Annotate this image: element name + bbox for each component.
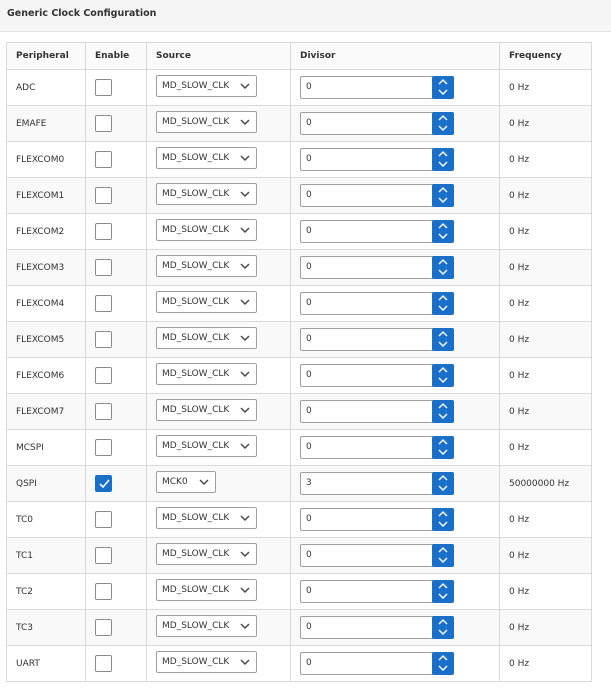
- source-dropdown-value: MD_SLOW_CLK: [162, 513, 230, 523]
- frequency-cell: 0 Hz: [500, 70, 592, 106]
- divisor-spinner[interactable]: [300, 76, 454, 99]
- divisor-spinner[interactable]: [300, 256, 454, 279]
- peripheral-cell: FLEXCOM2: [7, 214, 86, 250]
- chevron-down-icon: [240, 298, 250, 306]
- spinner-buttons[interactable]: [432, 184, 454, 207]
- source-cell: [147, 502, 291, 538]
- chevron-down-icon: [240, 658, 250, 666]
- chevron-up-icon[interactable]: [438, 403, 448, 409]
- chevron-down-icon: [240, 622, 250, 630]
- peripheral-cell: FLEXCOM5: [7, 322, 86, 358]
- frequency-cell: 0 Hz: [500, 142, 592, 178]
- table-row: [7, 646, 592, 682]
- source-cell: [147, 358, 291, 394]
- spinner-buttons[interactable]: [432, 292, 454, 315]
- source-cell: [147, 106, 291, 142]
- source-dropdown-value: MD_SLOW_CLK: [162, 441, 230, 451]
- divisor-cell: [291, 214, 500, 250]
- source-dropdown-value: MD_SLOW_CLK: [162, 261, 230, 271]
- chevron-up-icon[interactable]: [438, 475, 448, 481]
- source-cell: [147, 574, 291, 610]
- enable-cell: [86, 502, 147, 538]
- source-cell: [147, 286, 291, 322]
- table-header-row: [7, 43, 592, 70]
- divisor-value[interactable]: 0: [306, 622, 312, 632]
- enable-checkbox[interactable]: [95, 403, 112, 420]
- divisor-value[interactable]: 0: [306, 658, 312, 668]
- spinner-buttons[interactable]: [432, 580, 454, 603]
- source-cell: [147, 646, 291, 682]
- peripheral-cell: TC1: [7, 538, 86, 574]
- source-dropdown[interactable]: [156, 399, 257, 421]
- spinner-buttons[interactable]: [432, 76, 454, 99]
- enable-cell: [86, 286, 147, 322]
- chevron-down-icon[interactable]: [438, 665, 448, 671]
- spinner-buttons[interactable]: [432, 544, 454, 567]
- source-dropdown[interactable]: [156, 291, 257, 313]
- frequency-cell: 0 Hz: [500, 214, 592, 250]
- chevron-down-icon[interactable]: [438, 305, 448, 311]
- divisor-spinner[interactable]: [300, 652, 454, 675]
- chevron-down-icon: [240, 370, 250, 378]
- divisor-spinner[interactable]: [300, 220, 454, 243]
- divisor-cell: [291, 430, 500, 466]
- source-cell: [147, 466, 291, 502]
- spinner-buttons[interactable]: [432, 112, 454, 135]
- chevron-down-icon: [240, 406, 250, 414]
- spinner-buttons[interactable]: [432, 616, 454, 639]
- divisor-spinner[interactable]: [300, 508, 454, 531]
- enable-cell: [86, 394, 147, 430]
- source-dropdown-value: MD_SLOW_CLK: [162, 405, 230, 415]
- source-dropdown-value: MD_SLOW_CLK: [162, 225, 230, 235]
- chevron-down-icon[interactable]: [438, 377, 448, 383]
- enable-cell: [86, 646, 147, 682]
- source-dropdown-value: MD_SLOW_CLK: [162, 585, 230, 595]
- divisor-cell: [291, 178, 500, 214]
- chevron-up-icon[interactable]: [438, 259, 448, 265]
- chevron-up-icon[interactable]: [438, 331, 448, 337]
- chevron-up-icon[interactable]: [438, 223, 448, 229]
- chevron-down-icon: [240, 514, 250, 522]
- enable-checkbox[interactable]: [95, 547, 112, 564]
- divisor-cell: [291, 250, 500, 286]
- frequency-cell: 50000000 Hz: [500, 466, 592, 502]
- divisor-spinner[interactable]: [300, 400, 454, 423]
- source-cell: [147, 70, 291, 106]
- divisor-spinner[interactable]: [300, 472, 454, 495]
- divisor-cell: [291, 394, 500, 430]
- source-dropdown[interactable]: [156, 507, 257, 529]
- enable-cell: [86, 574, 147, 610]
- divisor-value[interactable]: 0: [306, 334, 312, 344]
- divisor-cell: [291, 610, 500, 646]
- divisor-cell: [291, 142, 500, 178]
- panel-header: [0, 0, 611, 32]
- peripheral-cell: FLEXCOM1: [7, 178, 86, 214]
- divisor-cell: [291, 286, 500, 322]
- source-cell: [147, 538, 291, 574]
- spinner-buttons[interactable]: [432, 508, 454, 531]
- chevron-up-icon[interactable]: [438, 115, 448, 121]
- source-dropdown[interactable]: [156, 255, 257, 277]
- peripheral-cell: TC2: [7, 574, 86, 610]
- chevron-down-icon: [240, 334, 250, 342]
- divisor-value[interactable]: 0: [306, 118, 312, 128]
- chevron-up-icon[interactable]: [438, 367, 448, 373]
- spinner-buttons[interactable]: [432, 400, 454, 423]
- divisor-spinner[interactable]: [300, 184, 454, 207]
- enable-cell: [86, 466, 147, 502]
- chevron-down-icon: [240, 226, 250, 234]
- source-cell: [147, 394, 291, 430]
- clock-config-table: [6, 42, 592, 682]
- source-dropdown[interactable]: [156, 471, 216, 493]
- frequency-cell: 0 Hz: [500, 358, 592, 394]
- source-dropdown-value: MD_SLOW_CLK: [162, 117, 230, 127]
- column-header-enable[interactable]: Enable: [86, 43, 147, 70]
- enable-cell: [86, 538, 147, 574]
- peripheral-cell: QSPI: [7, 466, 86, 502]
- chevron-down-icon[interactable]: [438, 197, 448, 203]
- spinner-buttons[interactable]: [432, 364, 454, 387]
- source-dropdown[interactable]: [156, 363, 257, 385]
- peripheral-cell: TC3: [7, 610, 86, 646]
- table-row: [7, 502, 592, 538]
- source-dropdown[interactable]: [156, 219, 257, 241]
- chevron-down-icon: [240, 262, 250, 270]
- source-dropdown[interactable]: [156, 435, 257, 457]
- divisor-value[interactable]: 0: [306, 514, 312, 524]
- enable-checkbox[interactable]: [95, 223, 112, 240]
- chevron-down-icon[interactable]: [438, 449, 448, 455]
- peripheral-cell: MCSPI: [7, 430, 86, 466]
- chevron-down-icon: [240, 154, 250, 162]
- divisor-cell: [291, 70, 500, 106]
- enable-cell: [86, 430, 147, 466]
- table-row: [7, 394, 592, 430]
- spinner-buttons[interactable]: [432, 148, 454, 171]
- source-dropdown-value: MD_SLOW_CLK: [162, 189, 230, 199]
- enable-checkbox[interactable]: [95, 583, 112, 600]
- peripheral-cell: EMAFE: [7, 106, 86, 142]
- enable-checkbox[interactable]: [95, 115, 112, 132]
- chevron-down-icon[interactable]: [438, 89, 448, 95]
- frequency-cell: 0 Hz: [500, 430, 592, 466]
- enable-cell: [86, 250, 147, 286]
- source-dropdown-value: MD_SLOW_CLK: [162, 333, 230, 343]
- enable-checkbox[interactable]: [95, 331, 112, 348]
- table-row: [7, 358, 592, 394]
- clock-config-grid: [6, 42, 591, 682]
- divisor-value[interactable]: 0: [306, 82, 312, 92]
- divisor-value[interactable]: 0: [306, 262, 312, 272]
- table-row: [7, 70, 592, 106]
- enable-checkbox[interactable]: [95, 619, 112, 636]
- enable-cell: [86, 178, 147, 214]
- enable-cell: [86, 322, 147, 358]
- table-row: [7, 430, 592, 466]
- divisor-value[interactable]: 0: [306, 406, 312, 416]
- chevron-up-icon[interactable]: [438, 439, 448, 445]
- chevron-down-icon: [240, 442, 250, 450]
- enable-cell: [86, 142, 147, 178]
- chevron-down-icon[interactable]: [438, 485, 448, 491]
- enable-checkbox[interactable]: [95, 187, 112, 204]
- peripheral-cell: FLEXCOM0: [7, 142, 86, 178]
- divisor-spinner[interactable]: [300, 292, 454, 315]
- peripheral-cell: ADC: [7, 70, 86, 106]
- chevron-down-icon[interactable]: [438, 593, 448, 599]
- chevron-down-icon: [240, 190, 250, 198]
- spinner-buttons[interactable]: [432, 652, 454, 675]
- source-cell: [147, 610, 291, 646]
- enable-checkbox[interactable]: [95, 439, 112, 456]
- divisor-value[interactable]: 0: [306, 226, 312, 236]
- table-row: [7, 142, 592, 178]
- enable-checkbox[interactable]: [95, 475, 112, 492]
- source-dropdown-value: MD_SLOW_CLK: [162, 81, 230, 91]
- frequency-cell: 0 Hz: [500, 502, 592, 538]
- column-header-divisor[interactable]: Divisor: [291, 43, 500, 70]
- divisor-value[interactable]: 0: [306, 298, 312, 308]
- divisor-cell: [291, 466, 500, 502]
- divisor-value[interactable]: 0: [306, 370, 312, 380]
- source-dropdown[interactable]: [156, 111, 257, 133]
- divisor-value[interactable]: 0: [306, 154, 312, 164]
- chevron-up-icon[interactable]: [438, 619, 448, 625]
- divisor-cell: [291, 502, 500, 538]
- source-dropdown[interactable]: [156, 543, 257, 565]
- source-dropdown[interactable]: [156, 75, 257, 97]
- chevron-down-icon: [240, 586, 250, 594]
- chevron-up-icon[interactable]: [438, 655, 448, 661]
- spinner-buttons[interactable]: [432, 220, 454, 243]
- source-cell: [147, 250, 291, 286]
- divisor-spinner[interactable]: [300, 616, 454, 639]
- enable-checkbox[interactable]: [95, 259, 112, 276]
- chevron-down-icon[interactable]: [438, 341, 448, 347]
- chevron-down-icon: [240, 82, 250, 90]
- spinner-buttons[interactable]: [432, 256, 454, 279]
- divisor-spinner[interactable]: [300, 580, 454, 603]
- divisor-spinner[interactable]: [300, 544, 454, 567]
- table-row: [7, 610, 592, 646]
- source-dropdown[interactable]: [156, 327, 257, 349]
- spinner-buttons[interactable]: [432, 472, 454, 495]
- column-header-peripheral[interactable]: Peripheral: [7, 43, 86, 70]
- chevron-down-icon: [199, 478, 209, 486]
- peripheral-cell: UART: [7, 646, 86, 682]
- peripheral-cell: FLEXCOM7: [7, 394, 86, 430]
- divisor-value[interactable]: 3: [306, 478, 312, 488]
- table-row: [7, 250, 592, 286]
- peripheral-cell: FLEXCOM3: [7, 250, 86, 286]
- frequency-cell: 0 Hz: [500, 106, 592, 142]
- check-icon: [98, 477, 111, 490]
- divisor-value[interactable]: 0: [306, 586, 312, 596]
- enable-checkbox[interactable]: [95, 295, 112, 312]
- source-dropdown-value: MCK0: [162, 477, 188, 487]
- peripheral-cell: FLEXCOM6: [7, 358, 86, 394]
- source-cell: [147, 322, 291, 358]
- source-dropdown[interactable]: [156, 147, 257, 169]
- peripheral-cell: TC0: [7, 502, 86, 538]
- chevron-up-icon[interactable]: [438, 151, 448, 157]
- frequency-cell: 0 Hz: [500, 322, 592, 358]
- divisor-cell: [291, 106, 500, 142]
- divisor-cell: [291, 322, 500, 358]
- frequency-cell: 0 Hz: [500, 178, 592, 214]
- enable-cell: [86, 610, 147, 646]
- source-dropdown[interactable]: [156, 183, 257, 205]
- enable-cell: [86, 70, 147, 106]
- frequency-cell: 0 Hz: [500, 250, 592, 286]
- source-cell: [147, 214, 291, 250]
- table-row: [7, 286, 592, 322]
- source-dropdown-value: MD_SLOW_CLK: [162, 153, 230, 163]
- chevron-down-icon[interactable]: [438, 413, 448, 419]
- chevron-down-icon[interactable]: [438, 161, 448, 167]
- divisor-spinner[interactable]: [300, 364, 454, 387]
- divisor-value[interactable]: 0: [306, 442, 312, 452]
- enable-checkbox[interactable]: [95, 79, 112, 96]
- source-cell: [147, 430, 291, 466]
- source-dropdown-value: MD_SLOW_CLK: [162, 657, 230, 667]
- table-row: [7, 322, 592, 358]
- divisor-spinner[interactable]: [300, 328, 454, 351]
- table-row: [7, 538, 592, 574]
- frequency-cell: 0 Hz: [500, 574, 592, 610]
- frequency-cell: 0 Hz: [500, 538, 592, 574]
- source-dropdown[interactable]: [156, 615, 257, 637]
- divisor-cell: [291, 574, 500, 610]
- chevron-down-icon[interactable]: [438, 521, 448, 527]
- source-cell: [147, 142, 291, 178]
- table-row: [7, 106, 592, 142]
- chevron-up-icon[interactable]: [438, 547, 448, 553]
- divisor-cell: [291, 538, 500, 574]
- enable-checkbox[interactable]: [95, 151, 112, 168]
- enable-cell: [86, 358, 147, 394]
- table-row: [7, 214, 592, 250]
- source-cell: [147, 178, 291, 214]
- table-row: [7, 574, 592, 610]
- source-dropdown-value: MD_SLOW_CLK: [162, 369, 230, 379]
- divisor-spinner[interactable]: [300, 112, 454, 135]
- divisor-spinner[interactable]: [300, 148, 454, 171]
- chevron-up-icon[interactable]: [438, 511, 448, 517]
- table-row: [7, 466, 592, 502]
- chevron-down-icon: [240, 550, 250, 558]
- chevron-down-icon[interactable]: [438, 629, 448, 635]
- frequency-cell: 0 Hz: [500, 286, 592, 322]
- divisor-cell: [291, 358, 500, 394]
- enable-checkbox[interactable]: [95, 367, 112, 384]
- source-dropdown-value: MD_SLOW_CLK: [162, 297, 230, 307]
- divisor-value[interactable]: 0: [306, 550, 312, 560]
- divisor-cell: [291, 646, 500, 682]
- source-dropdown[interactable]: [156, 651, 257, 673]
- chevron-up-icon[interactable]: [438, 583, 448, 589]
- enable-checkbox[interactable]: [95, 511, 112, 528]
- source-dropdown[interactable]: [156, 579, 257, 601]
- column-header-source[interactable]: Source: [147, 43, 291, 70]
- divisor-spinner[interactable]: [300, 436, 454, 459]
- frequency-cell: 0 Hz: [500, 610, 592, 646]
- frequency-cell: 0 Hz: [500, 394, 592, 430]
- chevron-down-icon[interactable]: [438, 125, 448, 131]
- peripheral-cell: FLEXCOM4: [7, 286, 86, 322]
- source-dropdown-value: MD_SLOW_CLK: [162, 549, 230, 559]
- chevron-down-icon: [240, 118, 250, 126]
- divisor-value[interactable]: 0: [306, 190, 312, 200]
- chevron-down-icon[interactable]: [438, 269, 448, 275]
- spinner-buttons[interactable]: [432, 436, 454, 459]
- page-title: Generic Clock Configuration: [7, 8, 157, 19]
- chevron-up-icon[interactable]: [438, 79, 448, 85]
- chevron-up-icon[interactable]: [438, 187, 448, 193]
- enable-cell: [86, 106, 147, 142]
- enable-cell: [86, 214, 147, 250]
- enable-checkbox[interactable]: [95, 655, 112, 672]
- column-header-frequency[interactable]: Frequency: [500, 43, 592, 70]
- chevron-down-icon[interactable]: [438, 557, 448, 563]
- table-row: [7, 178, 592, 214]
- source-dropdown-value: MD_SLOW_CLK: [162, 621, 230, 631]
- spinner-buttons[interactable]: [432, 328, 454, 351]
- chevron-down-icon[interactable]: [438, 233, 448, 239]
- frequency-cell: 0 Hz: [500, 646, 592, 682]
- chevron-up-icon[interactable]: [438, 295, 448, 301]
